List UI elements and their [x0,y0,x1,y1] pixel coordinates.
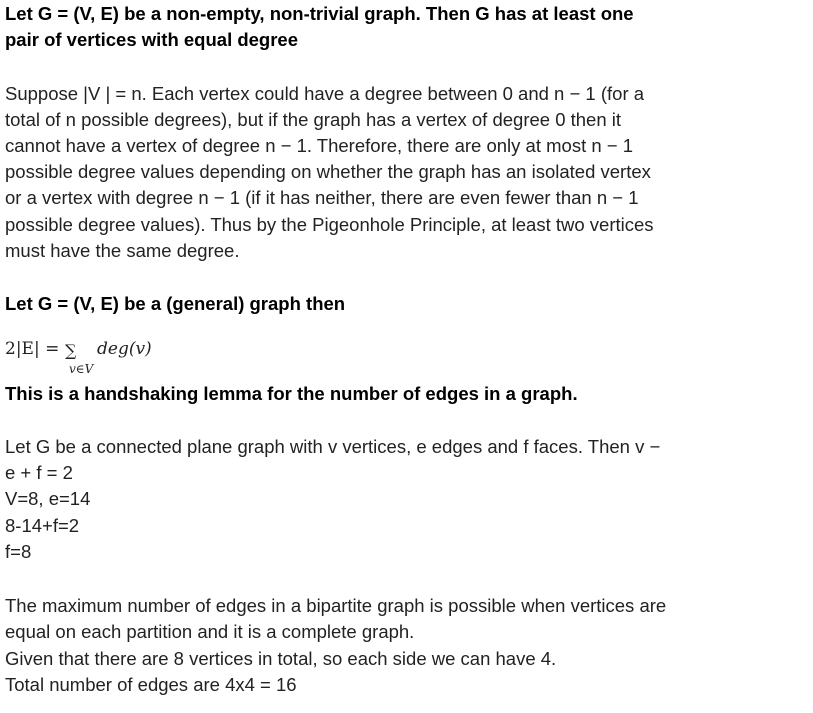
euler-line: 8-14+f=2 [5,515,80,536]
euler-line: e + f = 2 [5,462,73,483]
bipartite-line: Given that there are 8 vertices in total, so each side we can have 4. [5,648,557,669]
euler-line: f=8 [5,541,32,562]
summation-subscript: v∈V [69,362,94,376]
proof1-line: Suppose |V | = n. Each vertex could have a degree between 0 and n − 1 (for a [5,83,645,104]
theorem2-heading: Let G = (V, E) be a (general) graph then [5,293,346,314]
euler-line: Let G be a connected plane graph with v vertices, e edges and f faces. Then v − [5,436,661,457]
proof1-line: cannot have a vertex of degree n − 1. Therefore, there are only at most n − 1 [5,135,634,156]
handshaking-lemma-note: This is a handshaking lemma for the number of edges in a graph. [5,383,578,404]
proof1-line: total of n possible degrees), but if the graph has a vertex of degree 0 then it [5,109,622,130]
proof1-line: possible degree values). Thus by the Pigeonhole Principle, at least two vertices [5,214,654,235]
proof1-line: possible degree values depending on whether the graph has an isolated vertex [5,161,651,182]
bipartite-line: Total number of edges are 4x4 = 16 [5,674,297,695]
theorem1-heading-line1: Let G = (V, E) be a non-empty, non-trivial graph. Then G has at least one [5,3,634,24]
bipartite-line: The maximum number of edges in a bipartite graph is possible when vertices are [5,595,667,616]
summation-symbol: ∑ [65,341,77,360]
proof1-line: must have the same degree. [5,240,240,261]
bipartite-line: equal on each partition and it is a complete graph. [5,621,415,642]
formula-lhs: 2|E| = [5,339,60,359]
theorem1-heading-line2: pair of vertices with equal degree [5,29,299,50]
formula-rhs: deg(v) [97,339,152,359]
proof1-line: or a vertex with degree n − 1 (if it has neither, there are even fewer than n − 1 [5,187,639,208]
euler-line: V=8, e=14 [5,488,91,509]
